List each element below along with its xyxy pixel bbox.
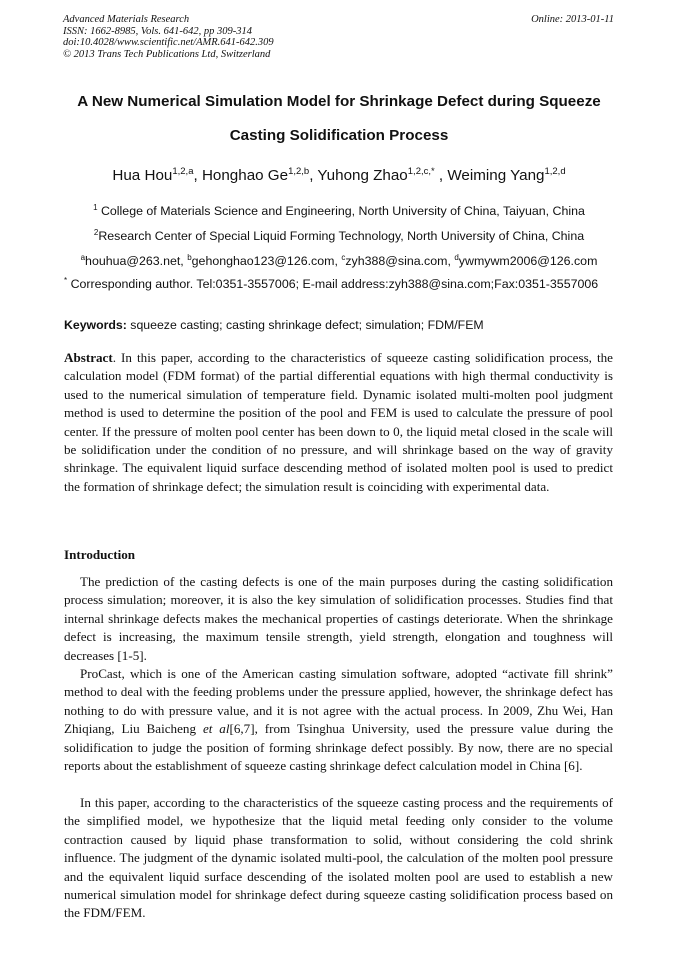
issn-line: ISSN: 1662-8985, Vols. 641-642, pp 309-314 xyxy=(63,25,252,37)
affiliation-text: Research Center of Special Liquid Forming Technology, North University of China, China xyxy=(98,229,585,244)
email-mark: c xyxy=(341,253,346,262)
doi-line: doi:10.4028/www.scientific.net/AMR.641-642.309 xyxy=(63,37,274,49)
email-address: zyh388@sina.com, xyxy=(345,254,455,269)
corresponding-mark: * xyxy=(64,276,68,285)
online-date: Online: 2013-01-11 xyxy=(531,14,614,25)
email-address: ywmywm2006@126.com xyxy=(458,254,598,269)
author-affiliation-mark: 1,2,a xyxy=(172,166,194,177)
email-mark: d xyxy=(454,253,459,262)
author-separator: , xyxy=(434,167,448,185)
author-name: Hua Hou xyxy=(112,167,173,185)
email-mark: b xyxy=(187,253,192,262)
et-al: et al xyxy=(202,721,230,737)
intro-paragraph-2 xyxy=(64,665,613,775)
author-emails xyxy=(40,253,638,268)
author-list xyxy=(40,166,638,184)
keywords-text: squeeze casting; casting shrinkage defect; simulation; FDM/FEM xyxy=(126,318,484,332)
corresponding-author xyxy=(64,276,598,291)
author-affiliation-mark: 1,2,c,* xyxy=(407,166,435,177)
paper-title-line-1: A New Numerical Simulation Model for Shrinkage Defect during Squeeze xyxy=(77,93,601,110)
affiliation-1 xyxy=(40,203,638,218)
author-affiliation-mark: 1,2,d xyxy=(544,166,566,177)
email-address: gehonghao123@126.com, xyxy=(191,254,342,269)
affiliation-text: College of Materials Science and Engineering, North University of China, Taiyuan, China xyxy=(97,204,585,219)
author-name: Honghao Ge xyxy=(201,167,289,185)
author-name: Weiming Yang xyxy=(447,167,545,185)
copyright-line: © 2013 Trans Tech Publications Ltd, Switzerland xyxy=(63,48,271,60)
intro-paragraph-2-text: [6,7], from Tsinghua University, used the pressure value during the solidification to judge the position of forming shrinkage defect possibly. By now, there are no special reports about the establishment of squeeze casting shrinkage defect calculation model in China [6]. xyxy=(64,721,614,774)
affiliation-mark: 1 xyxy=(93,203,98,212)
journal-header xyxy=(63,14,274,60)
email-mark: a xyxy=(80,253,86,262)
author-name: Yuhong Zhao xyxy=(317,167,408,185)
journal-name: Advanced Materials Research xyxy=(63,14,190,25)
author-separator: , xyxy=(309,167,318,185)
keywords-label: Keywords: xyxy=(64,318,127,332)
paper-title-line-2: Casting Solidification Process xyxy=(229,127,449,144)
intro-paragraph-1: The prediction of the casting defects is one of the main purposes during the casting solidification process simulation; moreover, it is also the key simulation of solidification processes. Studies find that internal shrinkage defects makes the mechanical properties of castings deteriorate. When the shrinkage defect is increasing, the maximum tensile strength, yield strength, elongation and toughness will decreases [1-5]. xyxy=(64,574,613,663)
intro-paragraph-2-text: ProCast, which is one of the American casting simulation software, adopted “activate fill shrink” method to deal with the feeding problems under the pressure applied, however, the shrinkage defect has nothing to do with pressure value, and it is not agree with the actual process. In 2009, Zhu Wei, Han Zhiqiang, Liu Baicheng xyxy=(64,666,613,737)
abstract-text: . In this paper, according to the characteristics of squeeze casting solidification process, the calculation model (FDM format) of the partial differential equations with high thermal conductivity is used to the numerical simulation of temperature field. Dynamic isolated multi-molten pool judgment method is used to determine the position of the pool and FEM is used to calculate the pressure of pool center. If the pressure of molten pool center has been down to 0, the liquid metal closed in the scale will be solidification under the condition of no pressure, and will shrinkage based on the way of gravity shrinkage. The equivalent liquid surface descending method of isolated molten pool is used to predict the formation of shrinkage defect; the simulation result is coinciding with experimental data. xyxy=(64,350,613,494)
corresponding-text: Corresponding author. Tel:0351-3557006; E-mail address:zyh388@sina.com;Fax:0351-3557006 xyxy=(67,277,599,292)
intro-paragraph-3: In this paper, according to the characteristics of the squeeze casting process and the requirements of the simplified model, we hypothesize that the liquid metal feeding only consider to the volume contraction caused by liquid phase transformation to solid, without considering the cold shrink influence. The judgment of the dynamic isolated multi-pool, the calculation of the molten pool pressure and the equivalent liquid surface descending of the isolated molten pool are used to establish a new numerical simulation model for shrinkage defect during squeeze casting solidification process based on the FDM/FEM. xyxy=(64,795,613,921)
affiliation-2 xyxy=(40,228,638,243)
section-heading-introduction: Introduction xyxy=(64,547,136,562)
author-separator: , xyxy=(193,167,202,185)
email-address: houhua@263.net, xyxy=(85,254,188,269)
author-affiliation-mark: 1,2,b xyxy=(288,166,310,177)
affiliation-mark: 2 xyxy=(93,228,99,237)
abstract-label: Abstract xyxy=(64,350,113,365)
keywords xyxy=(64,318,484,332)
abstract xyxy=(64,349,613,496)
